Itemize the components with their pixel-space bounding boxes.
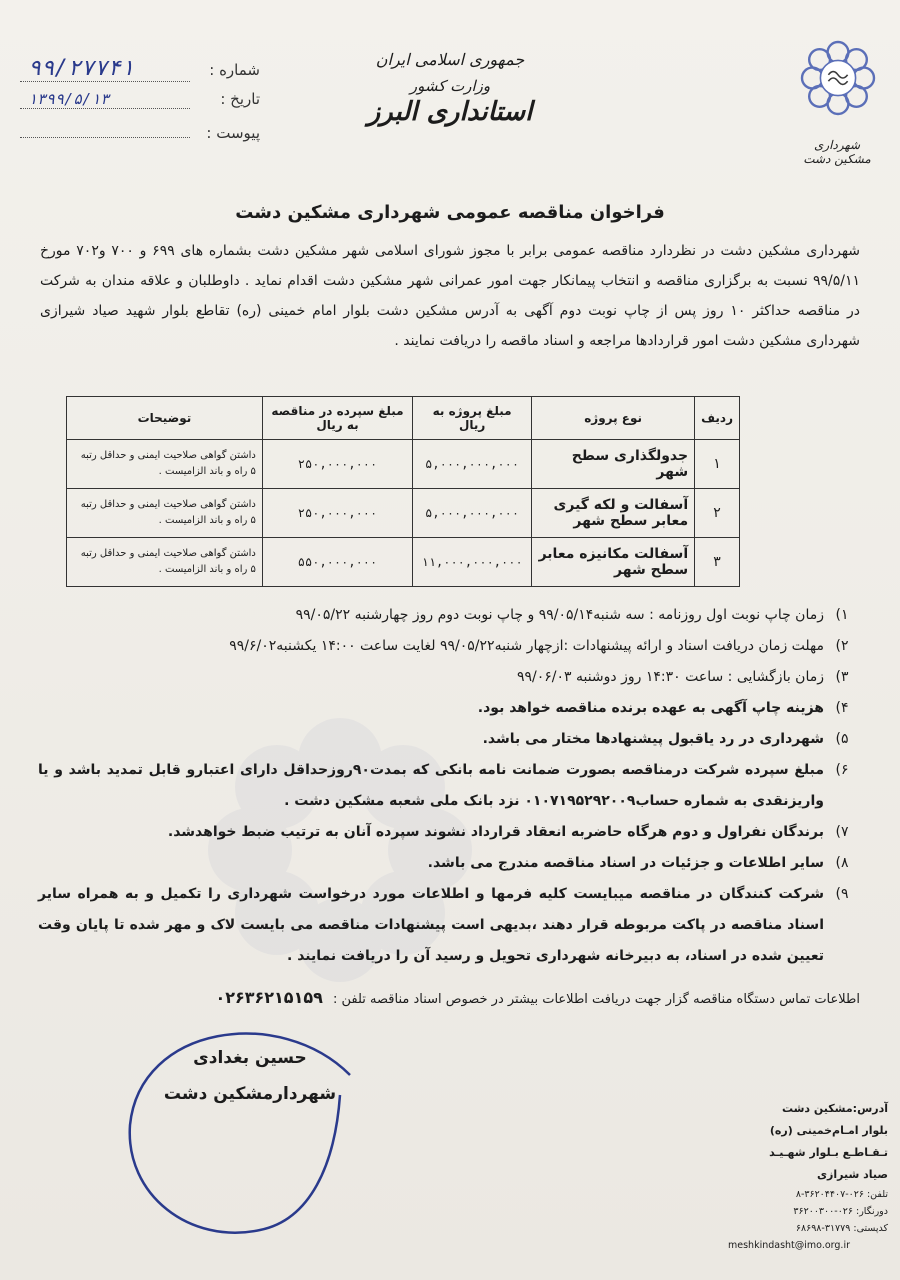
list-item	[38, 600, 860, 631]
page-title: فراخوان مناقصه عمومی شهرداری مشکین دشت	[235, 202, 665, 223]
meta-number-row	[20, 56, 260, 90]
government-header	[320, 50, 580, 127]
conditions-list	[38, 600, 860, 972]
cell-amount: ۵,۰۰۰,۰۰۰,۰۰۰	[413, 440, 532, 489]
contact-line	[38, 988, 860, 1007]
list-item	[38, 755, 860, 817]
signature-block	[120, 1040, 380, 1112]
table-row	[67, 440, 740, 489]
list-item	[38, 724, 860, 755]
cell-type: آسفالت و لکه گیری معابر سطح شهر	[532, 489, 695, 538]
item-number: ۳)	[835, 669, 849, 685]
item-text: سایر اطلاعات و جزئیات در اسناد مناقصه مندرج می باشد.	[427, 855, 824, 871]
address-line1: آدرس:مشکین دشت	[781, 1102, 888, 1115]
item-text: هزینه چاپ آگهی به عهده برنده مناقصه خواهد بود.	[477, 700, 824, 716]
item-text: برندگان نفراول و دوم هرگاه حاضربه انعقاد قرارداد نشوند سپرده آنان به ترتیب ضبط خواهدشد.	[167, 824, 824, 840]
address-tel: تلفن: ۰۲۶-۳۶۲۰۴۴۰۷-۸	[795, 1189, 888, 1200]
municipality-logo-icon	[798, 28, 878, 128]
col-header-row-no: ردیف	[695, 397, 740, 440]
item-number: ۴)	[835, 700, 849, 716]
col-header-amount: مبلغ پروژه به ریال	[413, 397, 532, 440]
item-number: ۸)	[835, 855, 849, 871]
address-postal: کدپستی: ۳۱۷۷۹-۶۸۶۹۸	[795, 1223, 888, 1234]
logo-caption: شهرداری مشکین دشت	[803, 138, 871, 166]
item-number: ۲)	[835, 638, 849, 654]
gov-line-republic: جمهوری اسلامی ایران	[375, 50, 525, 69]
item-text: زمان بازگشایی : ساعت ۱۴:۳۰ روز دوشنبه ۹۹/۰۶/۰۳	[516, 669, 824, 685]
cell-row-no: ۳	[695, 538, 740, 587]
item-number: ۵)	[835, 731, 849, 747]
item-number: ۱)	[835, 607, 849, 623]
cell-row-no: ۱	[695, 440, 740, 489]
item-text: مهلت زمان دریافت اسناد و ارائه پیشنهادات :ازچهار شنبه۹۹/۰۵/۲۲ لغایت ساعت ۱۴:۰۰ یکشنبه۹۹/۶/۰۲	[229, 638, 824, 654]
table-row	[67, 489, 740, 538]
address-line2: بلوار امـام‌خمینی (ره)	[769, 1124, 888, 1137]
list-item	[38, 817, 860, 848]
meta-date-row	[20, 90, 260, 124]
cell-type: جدولگذاری سطح شهر	[532, 440, 695, 489]
cell-row-no: ۲	[695, 489, 740, 538]
list-item	[38, 879, 860, 972]
date-value: ۱۳۹۹/۵/۱۳	[20, 90, 190, 109]
number-label: شماره :	[209, 61, 260, 79]
item-text: شرکت کنندگان در مناقصه میبایست کلیه فرمها و اطلاعات مورد درخواست شهرداری را تکمیل و به همراه سایر اسناد مناقصه در پاکت مربوطه قرار دهند ،بدیهی است پیشنهادات مناقصه می بایست لاک و مهر شده تا پایان وقت تعیین شده در اسناد، به دبیرخانه شهرداری تحویل و رسید آن را دریافت نمایند .	[38, 886, 824, 964]
cell-type: آسفالت مکانیزه معابر سطح شهر	[532, 538, 695, 587]
contact-phone: ۰۲۶۳۶۲۱۵۱۵۹	[215, 988, 323, 1007]
gov-line-governorate: استانداری البرز	[367, 97, 533, 127]
meta-attachment-row	[20, 124, 260, 158]
address-email: meshkindasht@imo.org.ir	[728, 1240, 850, 1251]
cell-description: داشتن گواهی صلاحیت ایمنی و حداقل رتبه ۵ راه و باند الزامیست .	[67, 538, 263, 587]
cell-description: داشتن گواهی صلاحیت ایمنی و حداقل رتبه ۵ راه و باند الزامیست .	[67, 440, 263, 489]
item-number: ۶)	[835, 762, 849, 778]
item-text: شهرداری در رد یاقبول پیشنهادها مختار می باشد.	[482, 731, 824, 747]
signatory-name: حسین بغدادی	[193, 1048, 307, 1068]
item-text: زمان چاپ نوبت اول روزنامه : سه شنبه۹۹/۰۵/۱۴ و چاپ نوبت دوم روز چهارشنبه ۹۹/۰۵/۲۲	[295, 607, 824, 623]
contact-text: اطلاعات تماس دستگاه مناقصه گزار جهت دریافت اطلاعات بیشتر در خصوص اسناد مناقصه تلفن :	[333, 992, 860, 1007]
list-item	[38, 631, 860, 662]
cell-deposit: ۵۵۰,۰۰۰,۰۰۰	[262, 538, 412, 587]
attachment-label: پیوست :	[206, 124, 260, 142]
list-item	[38, 662, 860, 693]
address-line4: صیاد شیرازی	[816, 1168, 888, 1181]
cell-deposit: ۲۵۰,۰۰۰,۰۰۰	[262, 440, 412, 489]
table-row	[67, 538, 740, 587]
item-text: مبلغ سپرده شرکت درمناقصه بصورت ضمانت نامه بانکی که بمدت۹۰روزحداقل دارای اعتبارو قابل تمدید باشد و یا واریزنقدی به شماره حساب۰۱۰۷۱۹۵۲۹۲۰۰۹ نزد بانک ملی شعبه مشکین دشت .	[38, 762, 824, 809]
gov-line-ministry: وزارت کشور	[409, 77, 491, 95]
col-header-type: نوع پروژه	[532, 397, 695, 440]
col-header-deposit: مبلغ سپرده در مناقصه به ریال	[262, 397, 412, 440]
intro-paragraph: شهرداری مشکین دشت در نظردارد مناقصه عمومی برابر با مجوز شورای اسلامی شهر مشکین دشت بشماره های ۶۹۹ و ۷۰۰ و۷۰۲ مورخ ۹۹/۵/۱۱ نسبت به برگزاری مناقصه و انتخاب پیمانکار جهت امور عمرانی شهر مشکین دشت اقدام نماید . داوطلبان و علاقه مندان به شرکت در مناقصه حداکثر ۱۰ روز پس از چاپ نوبت دوم آگهی به آدرس مشکین دشت بلوار امام خمینی (ره) تقاطع بلوار شهید صیاد شیرازی شهرداری مشکین دشت امور قراردادها مراجعه و اسناد ماقصه را دریافت نمایند .	[40, 243, 860, 349]
date-label: تاریخ :	[220, 90, 260, 108]
item-number: ۹)	[835, 886, 849, 902]
cell-description: داشتن گواهی صلاحیت ایمنی و حداقل رتبه ۵ راه و باند الزامیست .	[67, 489, 263, 538]
signatory-role: شهردارمشکین دشت	[163, 1084, 337, 1104]
address-fax: دورنگار: ۰۲۶-۳۶۲۰۰۳۰۰	[793, 1206, 888, 1217]
cell-amount: ۵,۰۰۰,۰۰۰,۰۰۰	[413, 489, 532, 538]
item-number: ۷)	[835, 824, 849, 840]
attachment-value	[20, 137, 190, 138]
col-header-description: توضیحات	[67, 397, 263, 440]
projects-table	[66, 396, 740, 587]
list-item	[38, 693, 860, 724]
letter-meta	[20, 56, 260, 158]
list-item	[38, 848, 860, 879]
cell-deposit: ۲۵۰,۰۰۰,۰۰۰	[262, 489, 412, 538]
number-value: ۹۹/۲۷۷۴۱	[20, 56, 190, 82]
address-line3: تـقـاطـع بـلوار شهـیـد	[769, 1146, 888, 1159]
table-header-row	[67, 397, 740, 440]
footer-address	[728, 1098, 888, 1254]
cell-amount: ۱۱,۰۰۰,۰۰۰,۰۰۰	[413, 538, 532, 587]
